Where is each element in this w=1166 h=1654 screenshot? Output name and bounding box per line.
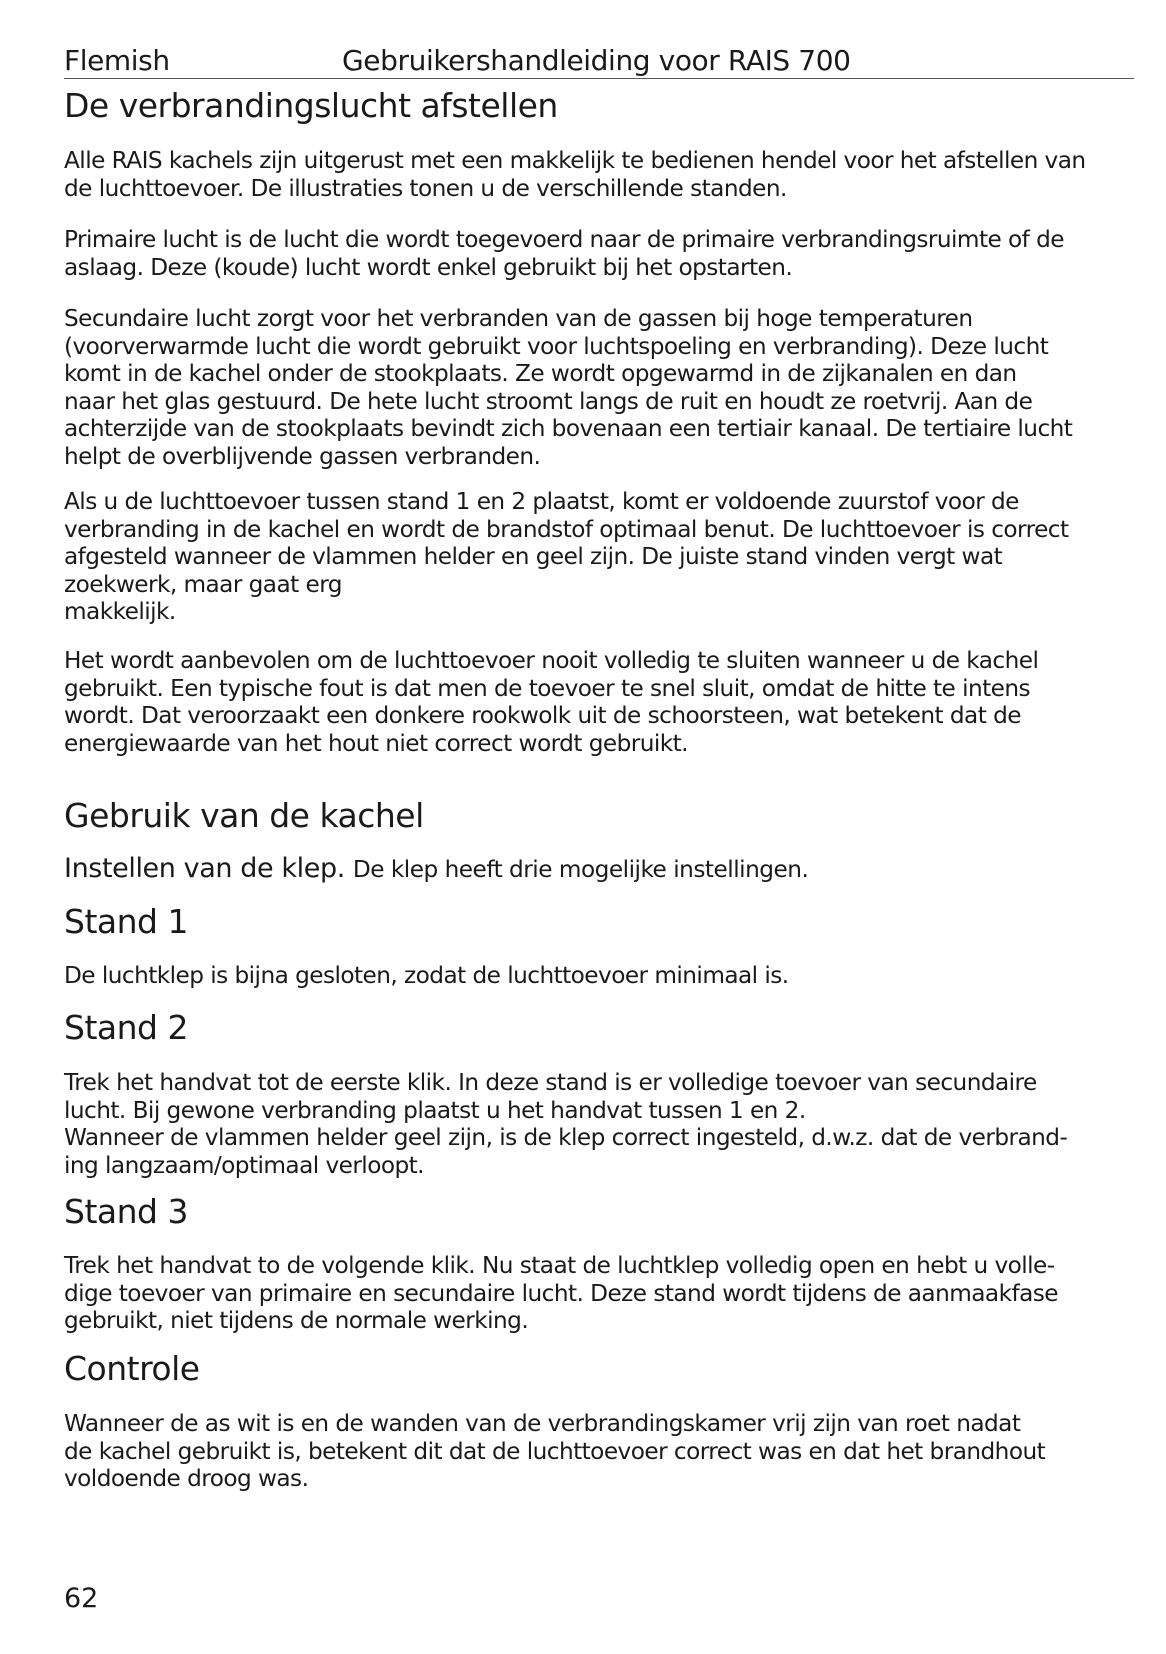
paragraph-line: gebruikt, niet tijdens de normale werking. xyxy=(64,1307,529,1334)
paragraph-line: helpt de overblijvende gassen verbranden. xyxy=(64,442,541,470)
paragraph-line: komt in de kachel onder de stookplaats. Ze wordt opgewarmd in de zijkanalen en dan xyxy=(64,360,1017,387)
paragraph-recommendation xyxy=(64,647,1144,757)
paragraph-line: zoekwerk, maar gaat erg xyxy=(64,570,342,598)
paragraph-line: aslaag. Deze (koude) lucht wordt enkel gebruikt bij het opstarten. xyxy=(64,253,793,281)
paragraph-line: naar het glas gestuurd. De hete lucht stroomt langs de ruit en houdt ze roetvrij. Aan de xyxy=(64,387,1033,415)
controle-text xyxy=(64,1410,1144,1493)
paragraph-line: Alle RAIS kachels zijn uitgerust met een makkelijk te bedienen hendel voor het afstellen van xyxy=(64,147,1086,174)
section-heading-combustion-air: De verbrandingslucht afstellen xyxy=(64,86,558,125)
paragraph-line: Wanneer de as wit is en de wanden van de verbrandingskamer vrij zijn van roet nadat xyxy=(64,1410,1021,1437)
paragraph-line: gebruikt. Een typische fout is dat men de toevoer te snel sluit, omdat de hitte te intens xyxy=(64,674,1031,702)
paragraph-line: dige toevoer van primaire en secundaire lucht. Deze stand wordt tijdens de aanmaakfase xyxy=(64,1279,1058,1307)
stand3-heading: Stand 3 xyxy=(64,1192,188,1231)
paragraph-line: wordt. Dat veroorzaakt een donkere rookwolk uit de schoorsteen, wat betekent dat de xyxy=(64,702,1021,729)
header-language: Flemish xyxy=(64,44,170,77)
paragraph-line: achterzijde van de stookplaats bevindt zich bovenaan een tertiair kanaal. De tertiaire lucht xyxy=(64,415,1073,442)
paragraph-line: verbranding in de kachel en wordt de brandstof optimaal benut. De luchttoevoer is correct xyxy=(64,515,1069,543)
paragraph-line: voldoende droog was. xyxy=(64,1465,309,1492)
stand1-heading: Stand 1 xyxy=(64,902,188,941)
paragraph-line: lucht. Bij gewone verbranding plaatst u het handvat tussen 1 en 2. xyxy=(64,1096,806,1124)
damper-subheading xyxy=(64,853,1144,884)
paragraph-line: Wanneer de vlammen helder geel zijn, is de klep correct ingesteld, d.w.z. dat de verbrand- xyxy=(64,1124,1068,1151)
paragraph-line: Het wordt aanbevolen om de luchttoevoer nooit volledig te sluiten wanneer u de kachel xyxy=(64,647,1039,674)
paragraph-line: Trek het handvat tot de eerste klik. In deze stand is er volledige toevoer van secundaire xyxy=(64,1069,1037,1096)
page-number: 62 xyxy=(64,1583,99,1614)
paragraph-secondary-air xyxy=(64,305,1144,470)
stand3-text xyxy=(64,1252,1144,1335)
paragraph-line: ing langzaam/optimaal verloopt. xyxy=(64,1151,425,1179)
paragraph-line: Secundaire lucht zorgt voor het verbranden van de gassen bij hoge temperaturen xyxy=(64,305,973,332)
paragraph-primary-air xyxy=(64,226,1144,281)
paragraph-line: makkelijk. xyxy=(64,598,176,625)
paragraph-line: energiewaarde van het hout niet correct wordt gebruikt. xyxy=(64,729,689,757)
paragraph-line: de luchttoevoer. De illustraties tonen u de verschillende standen. xyxy=(64,174,787,202)
header-document-title: Gebruikershandleiding voor RAIS 700 xyxy=(342,44,851,77)
paragraph-line: de kachel gebruikt is, betekent dit dat de luchttoevoer correct was en dat het brandhout xyxy=(64,1437,1046,1465)
section-heading-stove-use: Gebruik van de kachel xyxy=(64,796,424,835)
paragraph-line: Trek het handvat to de volgende klik. Nu staat de luchtklep volledig open en hebt u volle- xyxy=(64,1252,1055,1279)
paragraph-line: Primaire lucht is de lucht die wordt toegevoerd naar de primaire verbrandingsruimte of de xyxy=(64,226,1065,253)
paragraph-line: Als u de luchttoevoer tussen stand 1 en 2 plaatst, komt er voldoende zuurstof voor de xyxy=(64,488,1019,515)
paragraph-line: De luchtklep is bijna gesloten, zodat de luchttoevoer minimaal is. xyxy=(64,962,789,989)
damper-subheading-lead: Instellen van de klep. xyxy=(64,853,345,884)
stand2-heading: Stand 2 xyxy=(64,1008,188,1047)
controle-heading: Controle xyxy=(64,1349,200,1388)
paragraph-air-setting xyxy=(64,488,1144,626)
paragraph-line: afgesteld wanneer de vlammen helder en geel zijn. De juiste stand vinden vergt wat xyxy=(64,543,1003,570)
stand2-text xyxy=(64,1069,1144,1179)
damper-subheading-text: De klep heeft drie mogelijke instellingen. xyxy=(352,856,809,883)
page-header xyxy=(64,40,1134,79)
paragraph-line: (voorverwarmde lucht die wordt gebruikt voor luchtspoeling en verbranding). Deze lucht xyxy=(64,332,1049,360)
paragraph-lever xyxy=(64,147,1144,202)
stand1-text xyxy=(64,962,1144,990)
